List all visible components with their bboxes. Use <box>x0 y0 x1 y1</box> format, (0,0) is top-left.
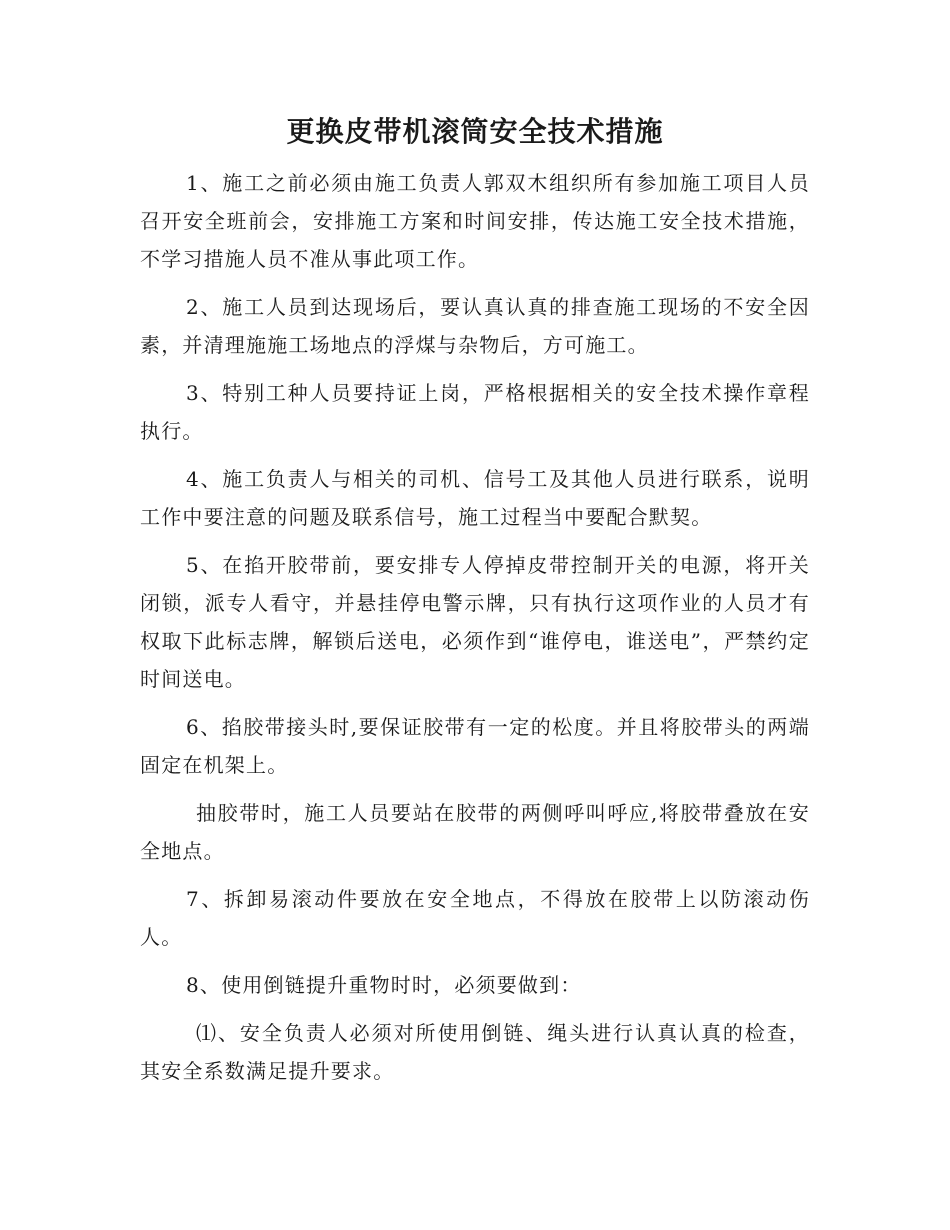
paragraph-6: 6、掐胶带接头时,要保证胶带有一定的松度。并且将胶带头的两端固定在机架上。 <box>140 715 810 777</box>
paragraph-3: 3、特别工种人员要持证上岗，严格根据相关的安全技术操作章程执行。 <box>140 381 810 443</box>
paragraph-5: 5、在掐开胶带前，要安排专人停掉皮带控制开关的电源，将开关闭锁，派专人看守，并悬挂停电警示牌，只有执行这项作业的人员才有权取下此标志牌，解锁后送电，必须作到“谁停电，谁送电”，严禁约定时间送电。 <box>140 553 810 691</box>
paragraph-8-item-1: ⑴、安全负责人必须对所使用倒链、绳头进行认真认真的检查，其安全系数满足提升要求。 <box>140 1021 810 1083</box>
paragraph-8: 8、使用倒链提升重物时时，必须要做到： <box>186 973 582 997</box>
document-body <box>140 164 810 1100</box>
paragraph-7: 7、拆卸易滚动件要放在安全地点，不得放在胶带上以防滚动伤人。 <box>140 887 810 949</box>
document-title: 更换皮带机滚筒安全技术措施 <box>286 115 664 148</box>
paragraph-2: 2、施工人员到达现场后，要认真认真的排查施工现场的不安全因素，并清理施施工场地点的浮煤与杂物后，方可施工。 <box>140 295 810 357</box>
paragraph-6-note: 抽胶带时，施工人员要站在胶带的两侧呼叫呼应,将胶带叠放在安全地点。 <box>140 801 810 863</box>
paragraph-4: 4、施工负责人与相关的司机、信号工及其他人员进行联系，说明工作中要注意的问题及联系信号，施工过程当中要配合默契。 <box>140 467 810 529</box>
paragraph-1: 1、施工之前必须由施工负责人郭双木组织所有参加施工项目人员召开安全班前会，安排施工方案和时间安排，传达施工安全技术措施，不学习措施人员不准从事此项工作。 <box>140 171 810 271</box>
